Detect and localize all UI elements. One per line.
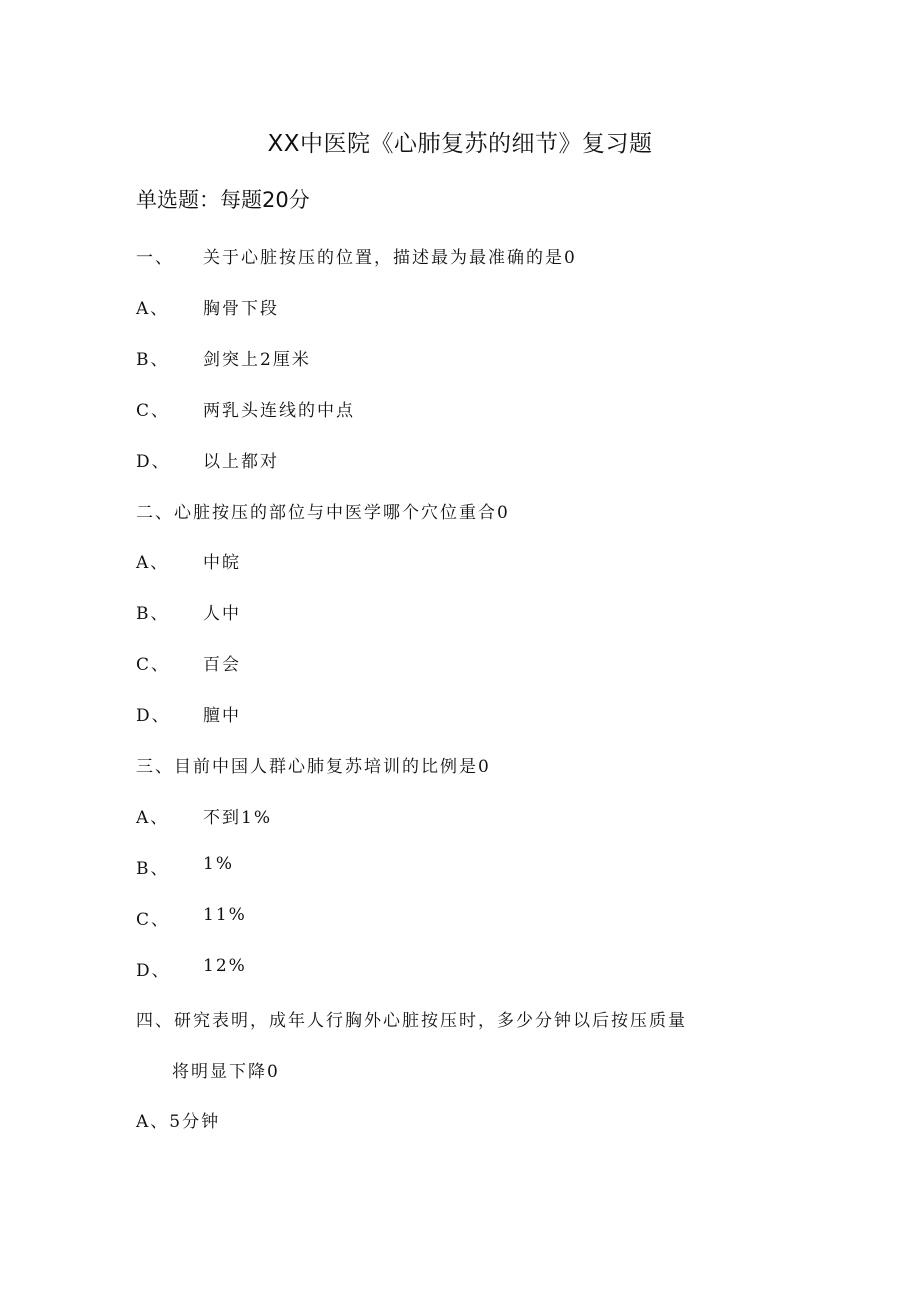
option-marker: D、 xyxy=(136,452,171,472)
question-text: 四、研究表明，成年人行胸外心脏按压时，多少分钟以后按压质量 xyxy=(136,1011,687,1031)
option-text: 膻中 xyxy=(203,706,241,726)
option-marker: B、 xyxy=(136,604,170,624)
option-text: 11% xyxy=(203,905,247,925)
option-marker: C、 xyxy=(136,910,171,930)
option-text: 百会 xyxy=(203,655,241,675)
option-marker: B、 xyxy=(136,859,170,879)
option-text: 剑突上2厘米 xyxy=(203,350,311,370)
question-text: 关于心脏按压的位置，描述最为最准确的是0 xyxy=(203,248,577,268)
option-text: 两乳头连线的中点 xyxy=(203,401,355,421)
option-marker: C、 xyxy=(136,401,171,421)
option-text: 不到1% xyxy=(203,808,272,828)
option-text: 中皖 xyxy=(203,553,241,573)
option-marker: A、 xyxy=(136,553,170,573)
option-text: 人中 xyxy=(203,604,241,624)
option-text: 12% xyxy=(203,956,247,976)
question-text: 三、目前中国人群心肺复苏培训的比例是0 xyxy=(136,757,491,777)
option-marker: B、 xyxy=(136,350,170,370)
option-marker: C、 xyxy=(136,655,171,675)
option-marker: D、 xyxy=(136,706,171,726)
question-marker: 一、 xyxy=(136,248,174,268)
section-heading: 单选题：每题20分 xyxy=(136,188,310,212)
question-text-continued: 将明显下降0 xyxy=(172,1062,280,1082)
option-text: 以上都对 xyxy=(203,452,279,472)
option-marker: D、 xyxy=(136,961,171,981)
question-text: 二、心脏按压的部位与中医学哪个穴位重合0 xyxy=(136,503,510,523)
option-text: 胸骨下段 xyxy=(203,299,279,319)
option-marker: A、 xyxy=(136,299,170,319)
document-title: XX中医院《心肺复苏的细节》复习题 xyxy=(267,131,653,157)
option-text: 1% xyxy=(203,854,234,874)
option-text: A、5分钟 xyxy=(136,1112,221,1132)
option-marker: A、 xyxy=(136,808,170,828)
